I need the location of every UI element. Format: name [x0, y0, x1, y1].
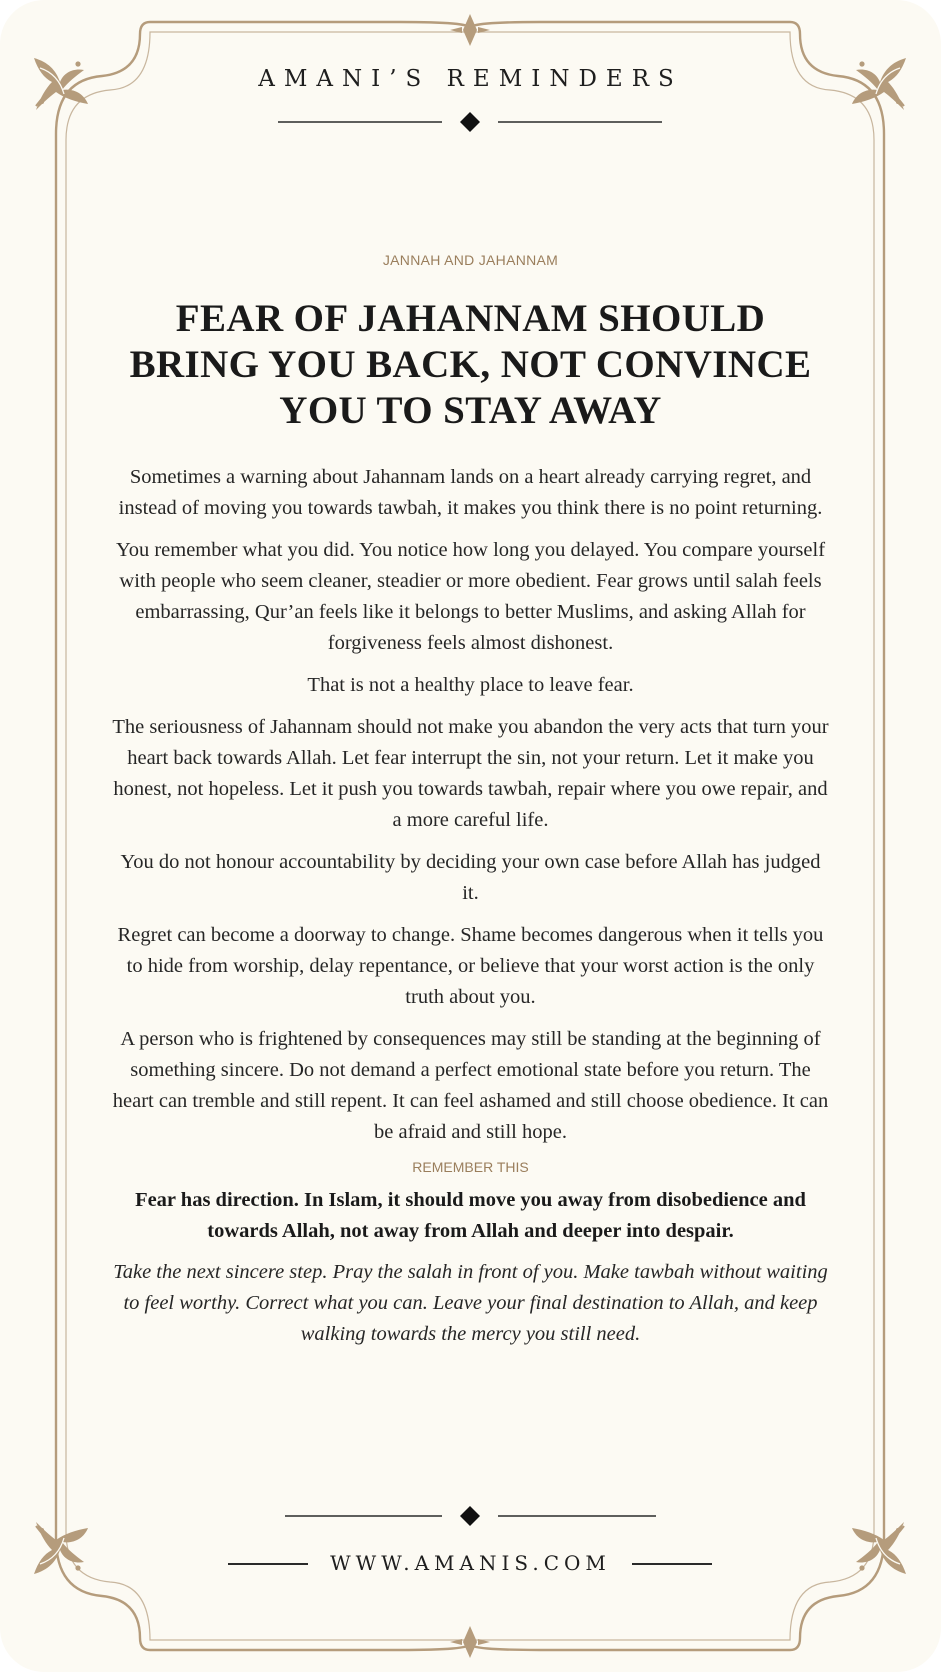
header-divider — [0, 110, 941, 134]
website-link[interactable]: WWW.AMANIS.COM — [330, 1551, 611, 1575]
body-paragraph: Regret can become a doorway to change. Shame becomes dangerous when it tells you to hide from worship, delay repentance, or believe that your worst action is the only truth about you. — [117, 924, 824, 1008]
body-paragraph: A person who is frightened by consequences may still be standing at the beginning of something sincere. Do not demand a perfect emotional state before you return. The heart can tremble and still repent. It can feel ashamed and still choose obedience. It can be afraid and still hope. — [112, 1028, 829, 1143]
footer — [0, 1546, 941, 1580]
footer-divider — [0, 1504, 941, 1528]
closing-text: Take the next sincere step. Pray the salah in front of you. Make tawbah without waiting to feel worthy. Correct what you can. Leave your final destination to Allah, and keep walking towards the mercy you still need. — [113, 1261, 828, 1345]
body-paragraph: That is not a healthy place to leave fear. — [307, 674, 634, 696]
body-paragraph: You remember what you did. You notice how long you delayed. You compare yourself with people who seem cleaner, steadier or more obedient. Fear grows until salah feels embarrassing, Qur’an feels like it belongs to better Muslims, and asking Allah for forgiveness feels almost dishonest. — [115, 539, 826, 654]
body-paragraph: Sometimes a warning about Jahannam lands on a heart already carrying regret, and instead of moving you towards tawbah, it makes you think there is no point returning. — [118, 466, 823, 519]
body-paragraph: You do not honour accountability by deciding your own case before Allah has judged it. — [120, 851, 821, 904]
diamond-ornament-icon — [460, 112, 480, 132]
diamond-ornament-icon — [460, 1506, 480, 1526]
article — [110, 252, 831, 1350]
body-paragraph: The seriousness of Jahannam should not make you abandon the very acts that turn your heart back towards Allah. Let fear interrupt the sin, not your return. Let it make you honest, not hopeless. Let it push you towards tawbah, repair where you owe repair, and a more careful life. — [112, 716, 829, 831]
category-label: JANNAH AND JAHANNAM — [382, 252, 559, 268]
reminder-label: REMEMBER THIS — [412, 1159, 529, 1175]
brand-title: AMANI’S REMINDERS — [258, 66, 683, 92]
footer-line-right — [632, 1563, 712, 1565]
reminder-text: Fear has direction. In Islam, it should move you away from disobedience and towards Allah, not away from Allah and deeper into despair. — [135, 1189, 806, 1242]
article-title: FEAR OF JAHANNAM SHOULD BRING YOU BACK, NOT CONVINCE YOU TO STAY AWAY — [129, 297, 812, 432]
